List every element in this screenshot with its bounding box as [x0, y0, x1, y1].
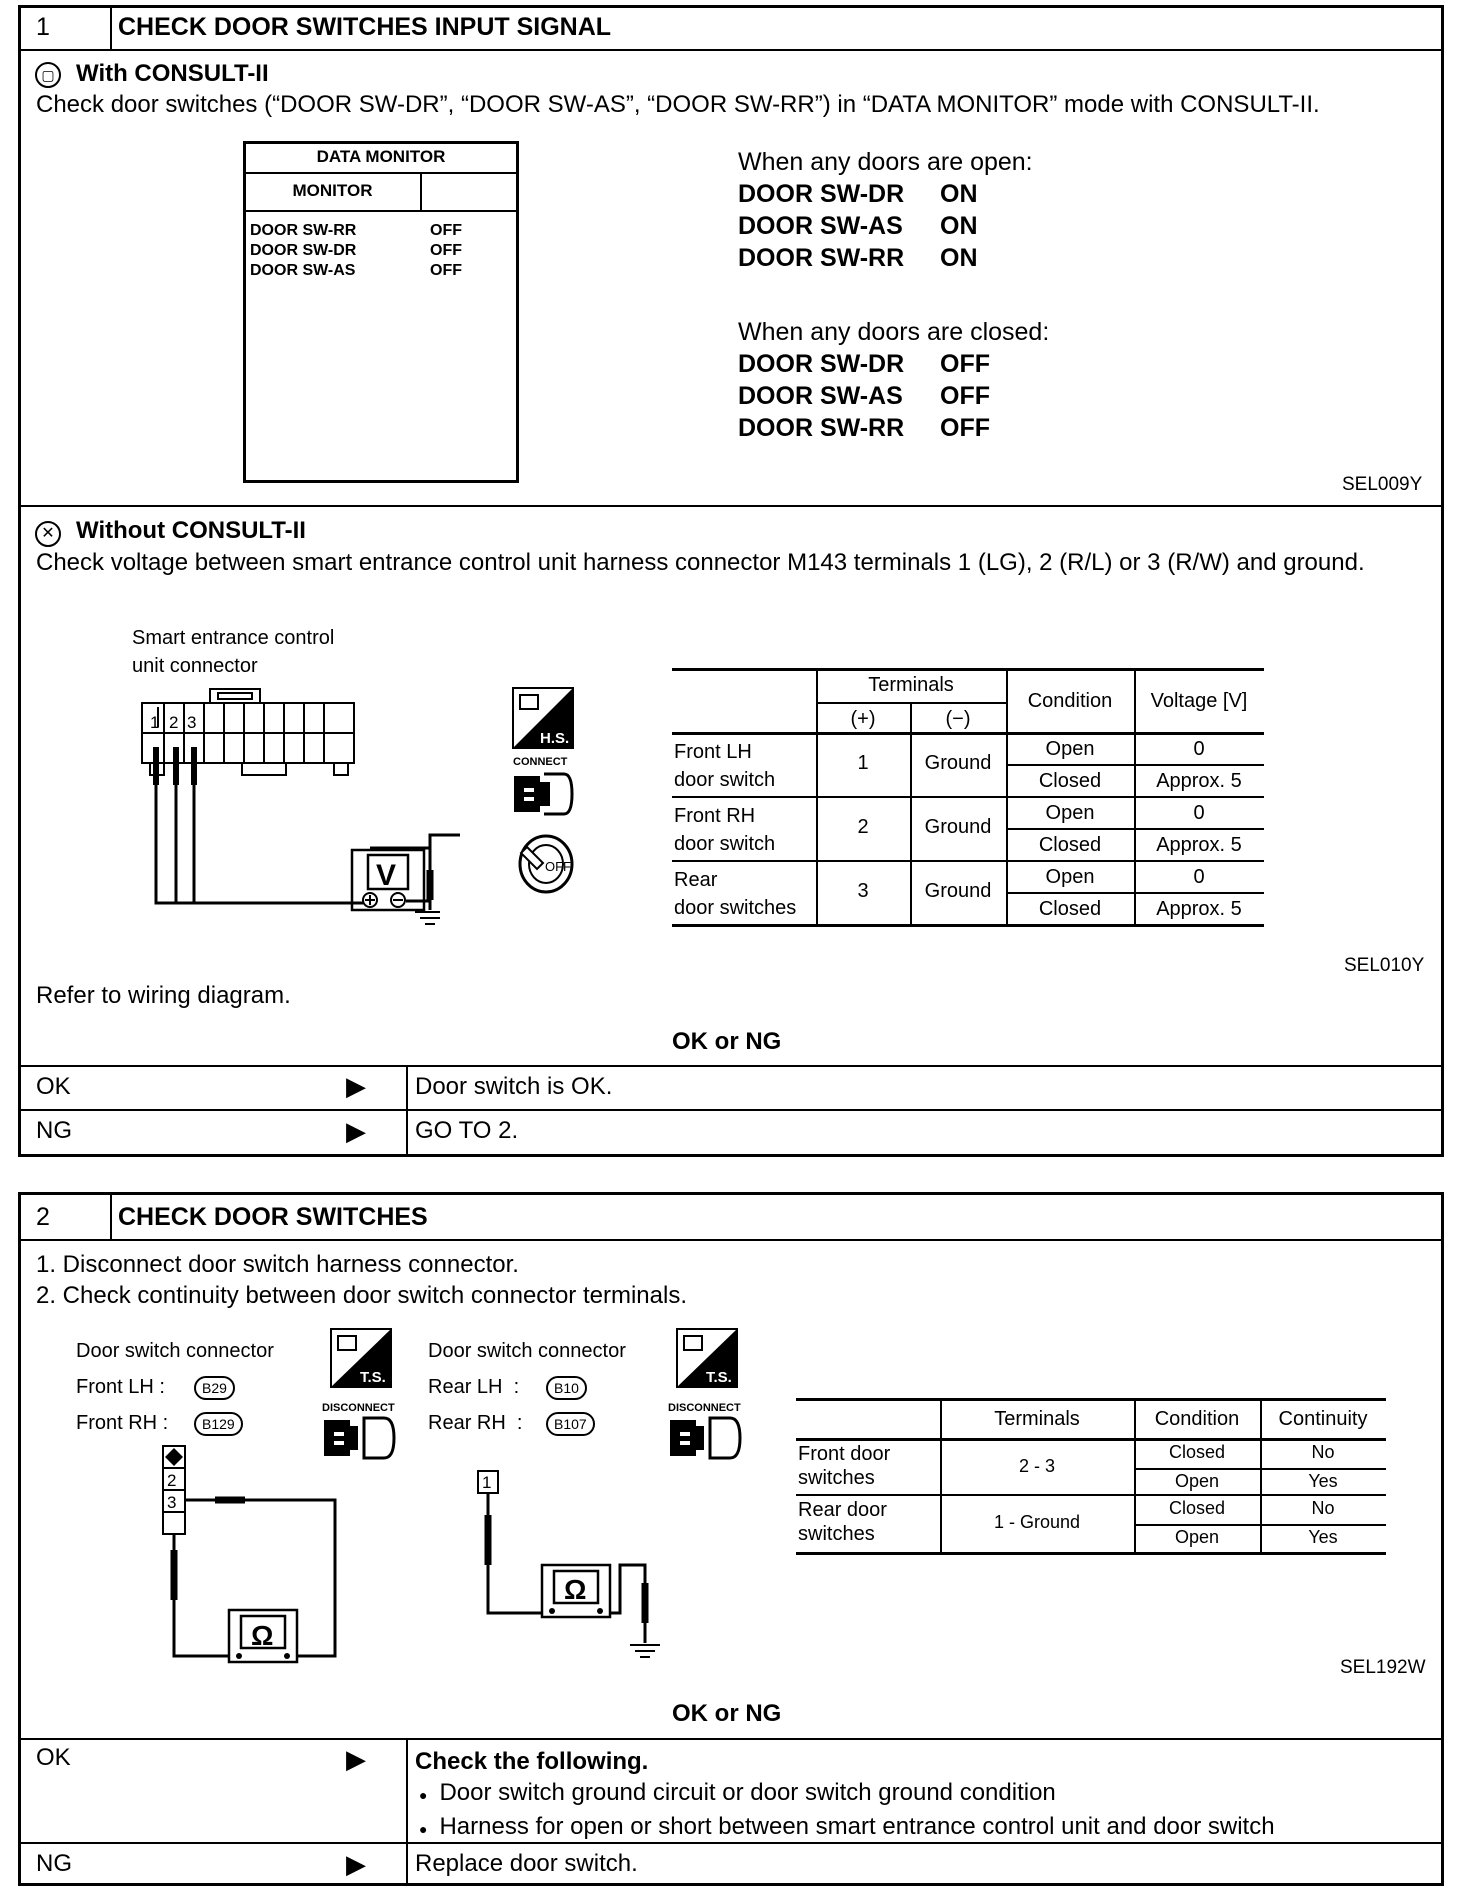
state-name: DOOR SW-AS [738, 382, 903, 410]
step2-number-divider [110, 1194, 112, 1240]
table-cell-terminals: 1 - Ground [993, 1512, 1081, 1532]
table-cell-condition: Closed [1038, 834, 1102, 856]
table-cell-condition: Open [1045, 802, 1095, 824]
table-cell-condition: Open [1174, 1471, 1220, 1491]
front-connector-label [76, 1333, 274, 1441]
table-cell-plus: 3 [857, 880, 869, 902]
consult-icon: ▢ [35, 62, 61, 88]
state-value: ON [940, 212, 978, 240]
state-name: DOOR SW-DR [738, 350, 905, 378]
check-item-text: Harness for open or short between smart entrance control unit and door switch [439, 1813, 1275, 1840]
connect-icon [510, 770, 576, 818]
state-value: OFF [940, 414, 990, 442]
arrow-right-icon: ▶ [346, 1849, 366, 1879]
data-monitor-divider-1 [245, 172, 517, 174]
table-cell-condition: Open [1045, 866, 1095, 888]
instruction-item: 1. Disconnect door switch harness connector. [36, 1251, 519, 1278]
check-item: ● Door switch ground circuit or door switch ground condition [419, 1779, 1056, 1806]
open-state-row [738, 178, 1049, 210]
refer-wiring-link[interactable]: Refer to wiring diagram. [36, 982, 291, 1009]
col-condition: Condition [1154, 1408, 1240, 1430]
table-cell-continuity: Yes [1308, 1471, 1338, 1491]
connector-code-badge: B10 [546, 1376, 587, 1400]
connector-code-badge: B29 [194, 1376, 235, 1400]
step1-result-divider-2 [20, 1109, 1442, 1111]
instruction-item: 2. Check continuity between door switch connector terminals. [36, 1282, 687, 1309]
step2-ng-result: Replace door switch. [415, 1850, 638, 1877]
with-consult-text: Check door switches (“DOOR SW-DR”, “DOOR SW-AS”, “DOOR SW-RR”) in “DATA MONITOR” mode with CONSULT-II. [36, 91, 1320, 118]
front-switch-continuity-diagram [155, 1440, 355, 1665]
data-monitor-row-name: DOOR SW-RR [250, 222, 357, 239]
state-name: DOOR SW-RR [738, 244, 905, 272]
step2-result-divider-1 [20, 1738, 1442, 1740]
connector-line [76, 1369, 274, 1405]
data-monitor-row [250, 221, 356, 281]
terminal-side-icon [330, 1328, 392, 1388]
state-name: DOOR SW-DR [738, 180, 905, 208]
connector-pin-label: 1 [150, 713, 160, 732]
connector-line-label: Rear RH : [428, 1412, 523, 1434]
col-continuity: Continuity [1278, 1408, 1368, 1430]
figure-ref-sel010y: SEL010Y [1344, 955, 1425, 976]
table-cell-voltage: Approx. 5 [1156, 770, 1242, 792]
table-cell-minus: Ground [924, 816, 992, 838]
table-cell-voltage: Approx. 5 [1156, 834, 1242, 856]
rear-connector-label [428, 1333, 626, 1441]
disconnect-label: DISCONNECT [668, 1402, 741, 1414]
step1-ok-result: Door switch is OK. [415, 1073, 613, 1100]
hs-label: H.S. [540, 730, 570, 747]
connector-line-label: Front LH : [76, 1376, 165, 1398]
table-cell-condition: Open [1174, 1527, 1220, 1547]
step2-ok-label: OK [36, 1744, 71, 1771]
step2-ok-result [415, 1746, 1275, 1845]
closed-state-row [738, 412, 1049, 444]
col-plus: (+) [850, 708, 876, 730]
arrow-right-icon: ▶ [346, 1744, 366, 1774]
state-name: DOOR SW-RR [738, 414, 905, 442]
table-cell-continuity: Yes [1308, 1527, 1338, 1547]
connector-line [428, 1369, 626, 1405]
col-minus: (−) [945, 708, 971, 730]
open-heading: When any doors are open: [738, 148, 1033, 176]
step1-ok-label: OK [36, 1073, 71, 1100]
connector-pin-label: 2 [169, 713, 179, 732]
data-monitor-col-divider [420, 172, 422, 210]
connector-line-label: Front RH : [76, 1412, 169, 1434]
row-name-line: switches [798, 1467, 875, 1489]
connector-title: Door switch connector [76, 1340, 274, 1362]
table-cell-condition: Open [1045, 738, 1095, 760]
ignition-off-icon [515, 833, 577, 895]
closed-state-row [738, 380, 1049, 412]
rear-switch-continuity-diagram [470, 1465, 730, 1665]
col-condition: Condition [1027, 690, 1113, 712]
ohmmeter-label: Ω [564, 1574, 587, 1605]
data-monitor-row-value: OFF [430, 242, 462, 259]
table-cell-condition: Closed [1038, 898, 1102, 920]
check-item-text: Door switch ground circuit or door switch ground condition [439, 1779, 1056, 1806]
table-cell-plus: 1 [857, 752, 869, 774]
table-cell-minus: Ground [924, 880, 992, 902]
step1-header-divider [20, 49, 1442, 51]
table-cell-voltage: 0 [1193, 866, 1205, 888]
ts-label: T.S. [706, 1369, 732, 1386]
connector-line [76, 1405, 274, 1441]
without-consult-heading: Without CONSULT-II [76, 517, 306, 544]
disconnect-icon [666, 1414, 744, 1462]
data-monitor-title: DATA MONITOR [316, 147, 446, 166]
table-row-name [674, 802, 775, 858]
row-name-line: Rear door [798, 1499, 887, 1521]
table-row-name [798, 1442, 890, 1490]
row-name-line: switches [798, 1523, 875, 1545]
data-monitor-row-name: DOOR SW-AS [250, 262, 356, 279]
harness-side-icon [512, 687, 574, 749]
step1-ng-label: NG [36, 1117, 72, 1144]
row-name-line: Front door [798, 1443, 891, 1465]
step1-ng-result[interactable]: GO TO 2. [415, 1117, 519, 1144]
check-heading: Check the following. [415, 1748, 649, 1775]
table-row-name [674, 866, 796, 922]
connector-code-badge: B107 [546, 1412, 595, 1436]
with-consult-heading: With CONSULT-II [76, 60, 269, 87]
connector-title: Door switch connector [428, 1340, 626, 1362]
terminal-side-icon [676, 1328, 738, 1388]
step2-ng-label: NG [36, 1850, 72, 1877]
off-label: OFF [545, 859, 571, 874]
voltage-spec-table [672, 668, 1264, 928]
table-row-name [798, 1498, 887, 1546]
figure-ref-sel009y: SEL009Y [1342, 474, 1423, 495]
connector-pin-label: 1 [482, 1473, 492, 1492]
step1-number: 1 [36, 13, 50, 41]
connect-label: CONNECT [513, 756, 568, 768]
connector-line [428, 1405, 626, 1441]
data-monitor-divider-2 [245, 210, 517, 212]
figure-ref-sel192w: SEL192W [1340, 1657, 1426, 1678]
step2-result-col-divider [406, 1738, 408, 1884]
table-cell-voltage: 0 [1193, 738, 1205, 760]
step2-instructions [36, 1249, 687, 1311]
row-name-line: door switch [674, 833, 776, 855]
table-cell-plus: 2 [857, 816, 869, 838]
table-cell-voltage: 0 [1193, 802, 1205, 824]
table-cell-terminals: 2 - 3 [1018, 1456, 1056, 1476]
table-cell-voltage: Approx. 5 [1156, 898, 1242, 920]
table-cell-continuity: No [1311, 1498, 1335, 1518]
ground-lead [370, 830, 440, 940]
consult-section-divider [20, 505, 1442, 507]
step2-header-divider [20, 1239, 1442, 1241]
open-closed-states [738, 146, 1049, 444]
row-name-line: Front LH [674, 741, 752, 763]
check-item: ● Harness for open or short between smart entrance control unit and door switch [419, 1813, 1275, 1840]
table-row-name [674, 738, 775, 794]
state-value: OFF [940, 382, 990, 410]
state-value: ON [940, 180, 978, 208]
row-name-line: Rear [674, 869, 718, 891]
data-monitor-col-label: MONITOR [292, 181, 373, 200]
connector-line-label: Rear LH : [428, 1376, 520, 1398]
data-monitor-values [430, 221, 462, 281]
connector-code-badge: B129 [194, 1412, 243, 1436]
connector-label-line1: Smart entrance control [132, 627, 335, 649]
data-monitor-row-value: OFF [430, 262, 462, 279]
row-name-line: Front RH [674, 805, 756, 827]
no-consult-icon: ✕ [35, 521, 61, 547]
closed-heading: When any doors are closed: [738, 318, 1050, 346]
data-monitor-row-name: DOOR SW-DR [250, 242, 357, 259]
connector-pin-label: 3 [167, 1493, 177, 1512]
step1-result-divider-1 [20, 1065, 1442, 1067]
table-cell-minus: Ground [924, 752, 992, 774]
voltmeter-label: V [376, 859, 397, 892]
row-name-line: door switches [674, 897, 797, 919]
open-state-row [738, 242, 1049, 274]
ohmmeter-label: Ω [251, 1620, 274, 1651]
continuity-spec-table [796, 1398, 1386, 1556]
state-value: OFF [940, 350, 990, 378]
connector-label [132, 624, 334, 680]
table-cell-condition: Closed [1038, 770, 1102, 792]
connector-pin-label: 2 [167, 1471, 177, 1490]
arrow-right-icon: ▶ [346, 1116, 366, 1146]
step1-number-divider [110, 7, 112, 50]
without-consult-text: Check voltage between smart entrance control unit harness connector M143 terminals 1 (LG), 2 (R/L) or 3 (R/W) and ground. [36, 549, 1365, 576]
step1-result-col-divider [406, 1065, 408, 1154]
arrow-right-icon: ▶ [346, 1071, 366, 1101]
connector-label-line2: unit connector [132, 655, 258, 677]
step2-number: 2 [36, 1203, 50, 1231]
open-state-row [738, 210, 1049, 242]
table-cell-condition: Closed [1168, 1442, 1226, 1462]
state-value: ON [940, 244, 978, 272]
connector-pin-label: 3 [187, 713, 197, 732]
state-name: DOOR SW-AS [738, 212, 903, 240]
ts-label: T.S. [360, 1369, 386, 1386]
step2-ok-ng: OK or NG [672, 1700, 782, 1727]
row-name-line: door switch [674, 769, 776, 791]
col-terminals: Terminals [868, 674, 954, 696]
step1-title: CHECK DOOR SWITCHES INPUT SIGNAL [118, 13, 612, 41]
data-monitor-row-value: OFF [430, 222, 462, 239]
col-terminals: Terminals [994, 1408, 1080, 1430]
col-voltage: Voltage [V] [1150, 690, 1248, 712]
disconnect-label: DISCONNECT [322, 1402, 395, 1414]
step2-title: CHECK DOOR SWITCHES [118, 1203, 428, 1231]
closed-state-row [738, 348, 1049, 380]
table-cell-condition: Closed [1168, 1498, 1226, 1518]
step1-ok-ng: OK or NG [672, 1028, 782, 1055]
table-cell-continuity: No [1311, 1442, 1335, 1462]
